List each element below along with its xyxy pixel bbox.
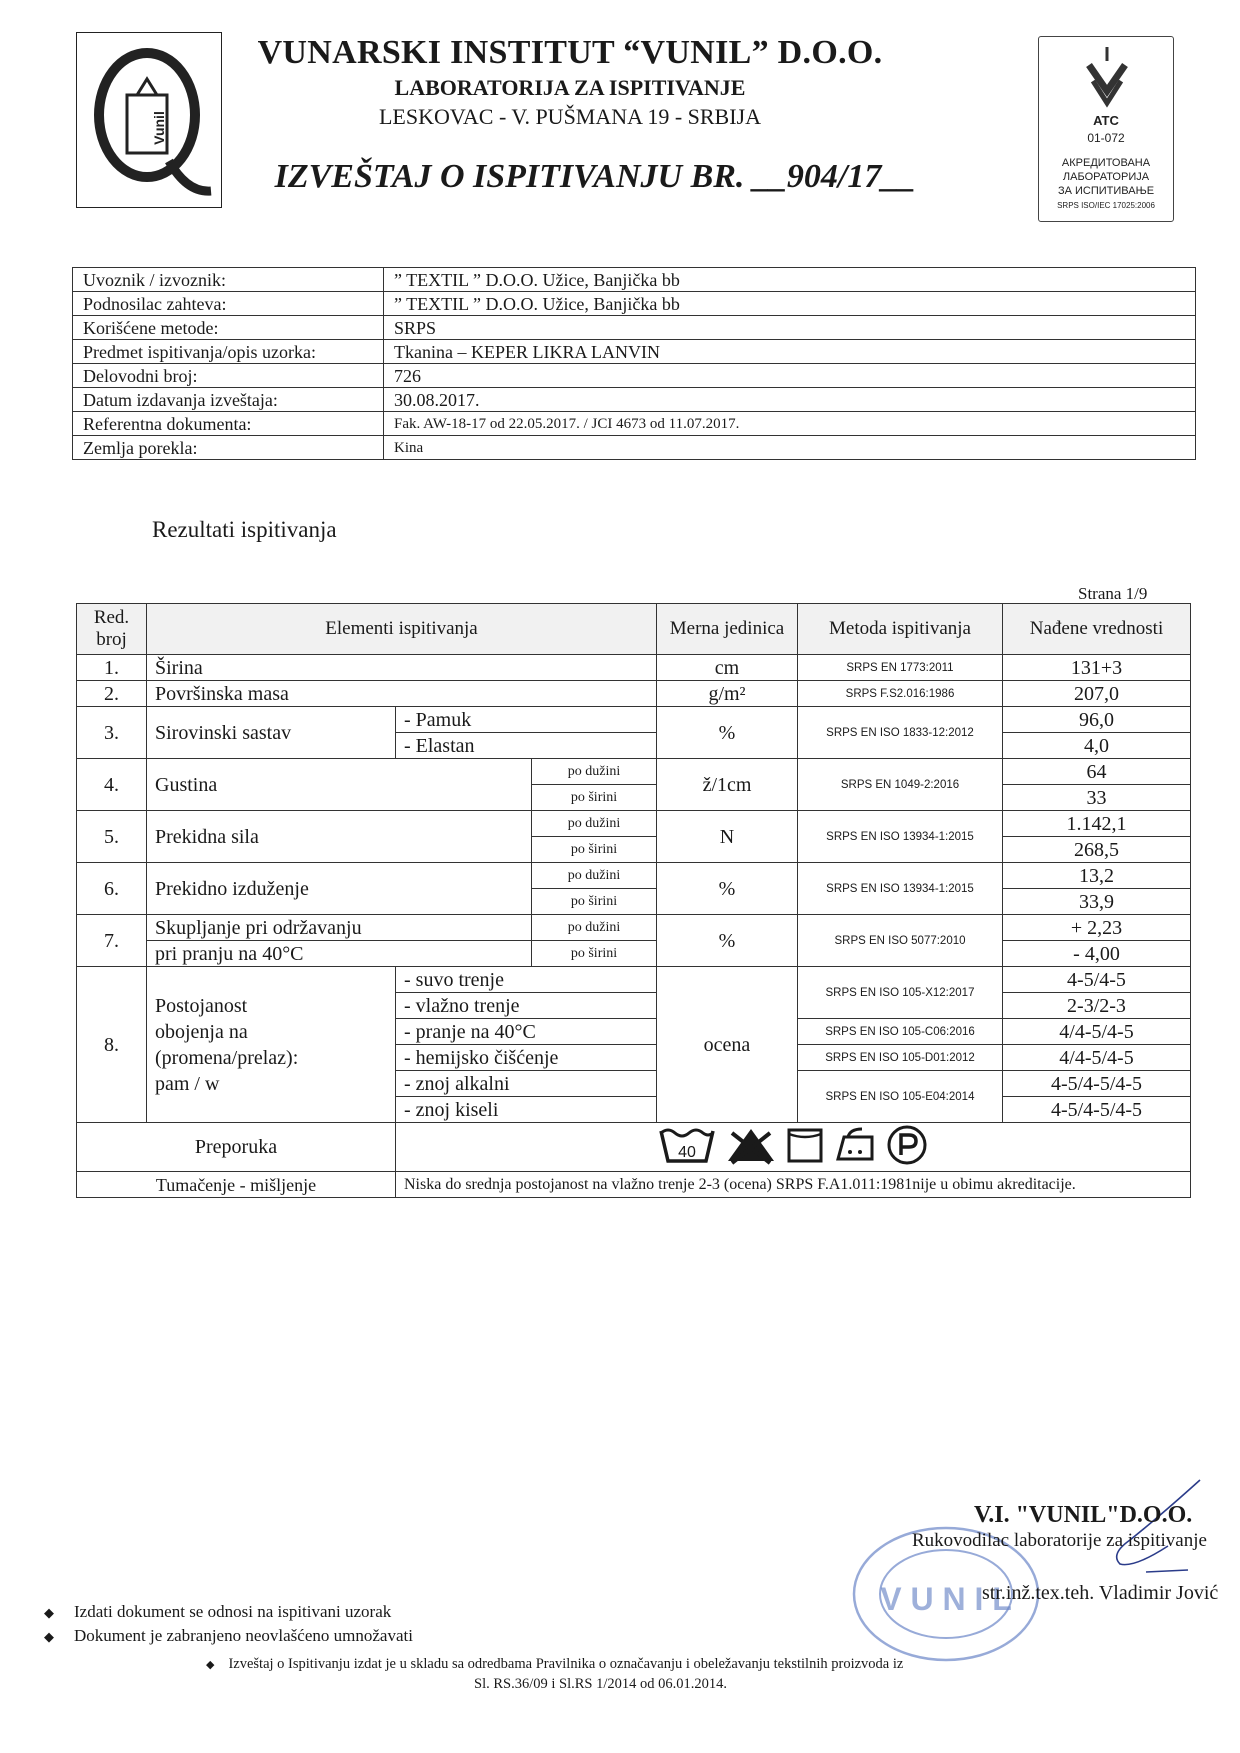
accreditation-check-icon xyxy=(1083,43,1131,109)
row-element: Širina xyxy=(147,655,657,681)
iron-icon xyxy=(832,1125,878,1165)
row-sub: - hemijsko čišćenje xyxy=(396,1045,657,1071)
row-method: SRPS EN ISO 105-E04:2014 xyxy=(798,1071,1003,1123)
footer-law-line-2: Sl. RS.36/09 i Sl.RS 1/2014 od 06.01.2014. xyxy=(474,1676,727,1692)
row-sub: - Pamuk xyxy=(396,707,657,733)
info-value: Kina xyxy=(384,436,1196,460)
row-unit: % xyxy=(657,863,798,915)
recommendation-label: Preporuka xyxy=(77,1123,396,1172)
accreditation-number: 01-072 xyxy=(1087,131,1125,145)
row-unit: N xyxy=(657,811,798,863)
row-method: SRPS EN 1049-2:2016 xyxy=(798,759,1003,811)
row-element-line: obojenja na xyxy=(155,1020,248,1043)
table-row xyxy=(77,707,1191,733)
row-value: + 2,23 xyxy=(1003,915,1191,941)
info-row xyxy=(73,292,1196,316)
row-method: SRPS EN ISO 13934-1:2015 xyxy=(798,863,1003,915)
table-row xyxy=(77,655,1191,681)
recommendation-row xyxy=(77,1123,1191,1172)
logo-text: Vunil xyxy=(151,111,167,145)
footer-note xyxy=(44,1626,413,1646)
row-number: 4. xyxy=(77,759,147,811)
table-row xyxy=(77,915,1191,941)
info-label: Uvoznik / izvoznik: xyxy=(73,268,384,292)
header-method: Metoda ispitivanja xyxy=(798,604,1003,655)
info-value: SRPS xyxy=(384,316,1196,340)
row-element: Površinska masa xyxy=(147,681,657,707)
row-sub: po dužini xyxy=(532,759,657,785)
table-row xyxy=(77,863,1191,889)
row-number: 5. xyxy=(77,811,147,863)
row-value: 131+3 xyxy=(1003,655,1191,681)
opinion-row xyxy=(77,1172,1191,1198)
info-row xyxy=(73,364,1196,388)
care-symbols xyxy=(396,1123,1191,1172)
row-unit: ocena xyxy=(657,967,798,1123)
results-table xyxy=(76,603,1191,1198)
row-method: SRPS EN 1773:2011 xyxy=(798,655,1003,681)
table-row xyxy=(77,681,1191,707)
footer-note xyxy=(44,1602,391,1622)
header-unit: Merna jedinica xyxy=(657,604,798,655)
row-method: SRPS F.S2.016:1986 xyxy=(798,681,1003,707)
row-number: 2. xyxy=(77,681,147,707)
info-label: Zemlja porekla: xyxy=(73,436,384,460)
accreditation-line1: АКРЕДИТОВАНА xyxy=(1061,157,1151,169)
bullet-diamond-icon: ◆ xyxy=(44,1605,54,1620)
signature-name: str.inž.tex.teh. Vladimir Jović xyxy=(982,1582,1219,1604)
laboratory-address: LESKOVAC - V. PUŠMANA 19 - SRBIJA xyxy=(378,104,762,129)
report-info-table xyxy=(72,267,1196,460)
accreditation-line2: ЛАБОРАТОРИЈА xyxy=(1062,171,1150,183)
row-sub: - pranje na 40°C xyxy=(396,1019,657,1045)
info-row xyxy=(73,388,1196,412)
info-row xyxy=(73,268,1196,292)
header-values: Nađene vrednosti xyxy=(1003,604,1191,655)
laboratory-name: LABORATORIJA ZA ISPITIVANJE xyxy=(394,75,746,100)
info-label: Delovodni broj: xyxy=(73,364,384,388)
row-unit: g/m² xyxy=(657,681,798,707)
row-element: Gustina xyxy=(147,759,532,811)
row-value: 4/4-5/4-5 xyxy=(1003,1019,1191,1045)
opinion-text: Niska do srednja postojanost na vlažno trenje 2-3 (ocena) SRPS F.A1.011:1981nije u obimu akreditacije. xyxy=(396,1172,1191,1198)
svg-text:V U N I L: V U N I L xyxy=(880,1581,1012,1617)
row-sub: po širini xyxy=(532,837,657,863)
info-value: 30.08.2017. xyxy=(384,388,1196,412)
row-unit: % xyxy=(657,915,798,967)
info-value: ” TEXTIL ” D.O.O. Užice, Banjička bb xyxy=(384,292,1196,316)
table-row xyxy=(77,759,1191,785)
info-label: Predmet ispitivanja/opis uzorka: xyxy=(73,340,384,364)
info-label: Podnosilac zahteva: xyxy=(73,292,384,316)
no-bleach-icon xyxy=(724,1125,778,1165)
accreditation-code: ATC xyxy=(1093,113,1119,128)
signature-organization: V.I. "VUNIL"D.O.O. xyxy=(974,1502,1193,1528)
row-value: 4-5/4-5 xyxy=(1003,967,1191,993)
row-sub: - vlažno trenje xyxy=(396,993,657,1019)
row-method: SRPS EN ISO 105-C06:2016 xyxy=(798,1019,1003,1045)
row-element-line: pam / w xyxy=(155,1072,220,1095)
row-value: 4-5/4-5/4-5 xyxy=(1003,1071,1191,1097)
wash-40-icon xyxy=(658,1125,716,1165)
wash-temp-label: 40 xyxy=(678,1144,696,1161)
info-label: Referentna dokumenta: xyxy=(73,412,384,436)
row-number: 7. xyxy=(77,915,147,967)
row-value: 4/4-5/4-5 xyxy=(1003,1045,1191,1071)
opinion-label: Tumačenje - mišljenje xyxy=(77,1172,396,1198)
info-row xyxy=(73,340,1196,364)
row-element: Skupljanje pri održavanju xyxy=(147,915,532,941)
row-unit: % xyxy=(657,707,798,759)
header-no: Red. broj xyxy=(77,604,147,655)
row-value: 4-5/4-5/4-5 xyxy=(1003,1097,1191,1123)
signature-role: Rukovodilac laboratorije za ispitivanje xyxy=(912,1530,1207,1551)
row-method: SRPS EN ISO 13934-1:2015 xyxy=(798,811,1003,863)
row-number: 6. xyxy=(77,863,147,915)
row-element: pri pranju na 40°C xyxy=(147,941,532,967)
vunil-logo-icon xyxy=(77,33,220,206)
row-element: Sirovinski sastav xyxy=(147,707,396,759)
info-row xyxy=(73,316,1196,340)
row-value: 13,2 xyxy=(1003,863,1191,889)
row-value: 268,5 xyxy=(1003,837,1191,863)
info-value: Fak. AW-18-17 od 22.05.2017. / JCI 4673 od 11.07.2017. xyxy=(384,412,1196,436)
info-label: Korišćene metode: xyxy=(73,316,384,340)
care-symbols-group xyxy=(658,1124,928,1166)
row-sub: po dužini xyxy=(532,915,657,941)
row-element-line: Postojanost xyxy=(155,994,248,1017)
row-value: 2-3/2-3 xyxy=(1003,993,1191,1019)
row-sub: - suvo trenje xyxy=(396,967,657,993)
row-value: 33,9 xyxy=(1003,889,1191,915)
row-number: 8. xyxy=(77,967,147,1123)
row-method: SRPS EN ISO 105-X12:2017 xyxy=(798,967,1003,1019)
report-title: IZVEŠTAJ O ISPITIVANJU BR. __904/17__ xyxy=(274,158,916,195)
row-sub: - Elastan xyxy=(396,733,657,759)
table-row xyxy=(77,941,1191,967)
info-value: 726 xyxy=(384,364,1196,388)
row-value: 4,0 xyxy=(1003,733,1191,759)
footer-note-text: Dokument je zabranjeno neovlašćeno umnožavati xyxy=(74,1626,413,1645)
row-number: 3. xyxy=(77,707,147,759)
header-element: Elementi ispitivanja xyxy=(147,604,657,655)
row-method: SRPS EN ISO 105-D01:2012 xyxy=(798,1045,1003,1071)
bullet-diamond-icon: ◆ xyxy=(44,1629,54,1644)
row-unit: cm xyxy=(657,655,798,681)
row-value: 33 xyxy=(1003,785,1191,811)
row-value: 1.142,1 xyxy=(1003,811,1191,837)
footer-note-text: Izdati dokument se odnosi na ispitivani uzorak xyxy=(74,1602,392,1621)
row-unit: ž/1cm xyxy=(657,759,798,811)
info-label: Datum izdavanja izveštaja: xyxy=(73,388,384,412)
table-row xyxy=(77,811,1191,837)
page-number: Strana 1/9 xyxy=(1078,584,1148,603)
logo-box xyxy=(76,32,222,208)
row-value: 64 xyxy=(1003,759,1191,785)
row-element: Prekidna sila xyxy=(147,811,532,863)
accreditation-badge xyxy=(1038,36,1174,222)
tumble-dry-icon xyxy=(786,1125,824,1165)
info-value: Tkanina – KEPER LIKRA LANVIN xyxy=(384,340,1196,364)
row-value: - 4,00 xyxy=(1003,941,1191,967)
row-method: SRPS EN ISO 5077:2010 xyxy=(798,915,1003,967)
row-element xyxy=(147,967,396,1123)
table-header-row xyxy=(77,604,1191,655)
dry-clean-p-icon xyxy=(886,1124,928,1166)
row-element-line: (promena/prelaz): xyxy=(155,1046,299,1069)
footer-law-line xyxy=(206,1656,903,1673)
row-value: 96,0 xyxy=(1003,707,1191,733)
info-value: ” TEXTIL ” D.O.O. Užice, Banjička bb xyxy=(384,268,1196,292)
table-row xyxy=(77,967,1191,993)
footer-law-text: Izveštaj o Ispitivanju izdat je u skladu sa odredbama Pravilnika o označavanju i obeležavanju tekstilnih proizvoda iz xyxy=(228,1656,904,1672)
accreditation-line3: ЗА ИСПИТИВАЊЕ xyxy=(1057,185,1155,197)
row-sub: - znoj kiseli xyxy=(396,1097,657,1123)
row-sub: - znoj alkalni xyxy=(396,1071,657,1097)
info-row xyxy=(73,436,1196,460)
row-sub: po dužini xyxy=(532,863,657,889)
row-method: SRPS EN ISO 1833-12:2012 xyxy=(798,707,1003,759)
row-value: 207,0 xyxy=(1003,681,1191,707)
organization-name: VUNARSKI INSTITUT “VUNIL” D.O.O. xyxy=(257,34,883,71)
results-title: Rezultati ispitivanja xyxy=(152,517,337,542)
row-element: Prekidno izduženje xyxy=(147,863,532,915)
info-row xyxy=(73,412,1196,436)
row-number: 1. xyxy=(77,655,147,681)
accreditation-standard: SRPS ISO/IEC 17025:2006 xyxy=(1057,201,1155,210)
row-sub: po širini xyxy=(532,785,657,811)
row-sub: po širini xyxy=(532,889,657,915)
bullet-diamond-icon: ◆ xyxy=(206,1659,215,1671)
row-sub: po širini xyxy=(532,941,657,967)
row-sub: po dužini xyxy=(532,811,657,837)
